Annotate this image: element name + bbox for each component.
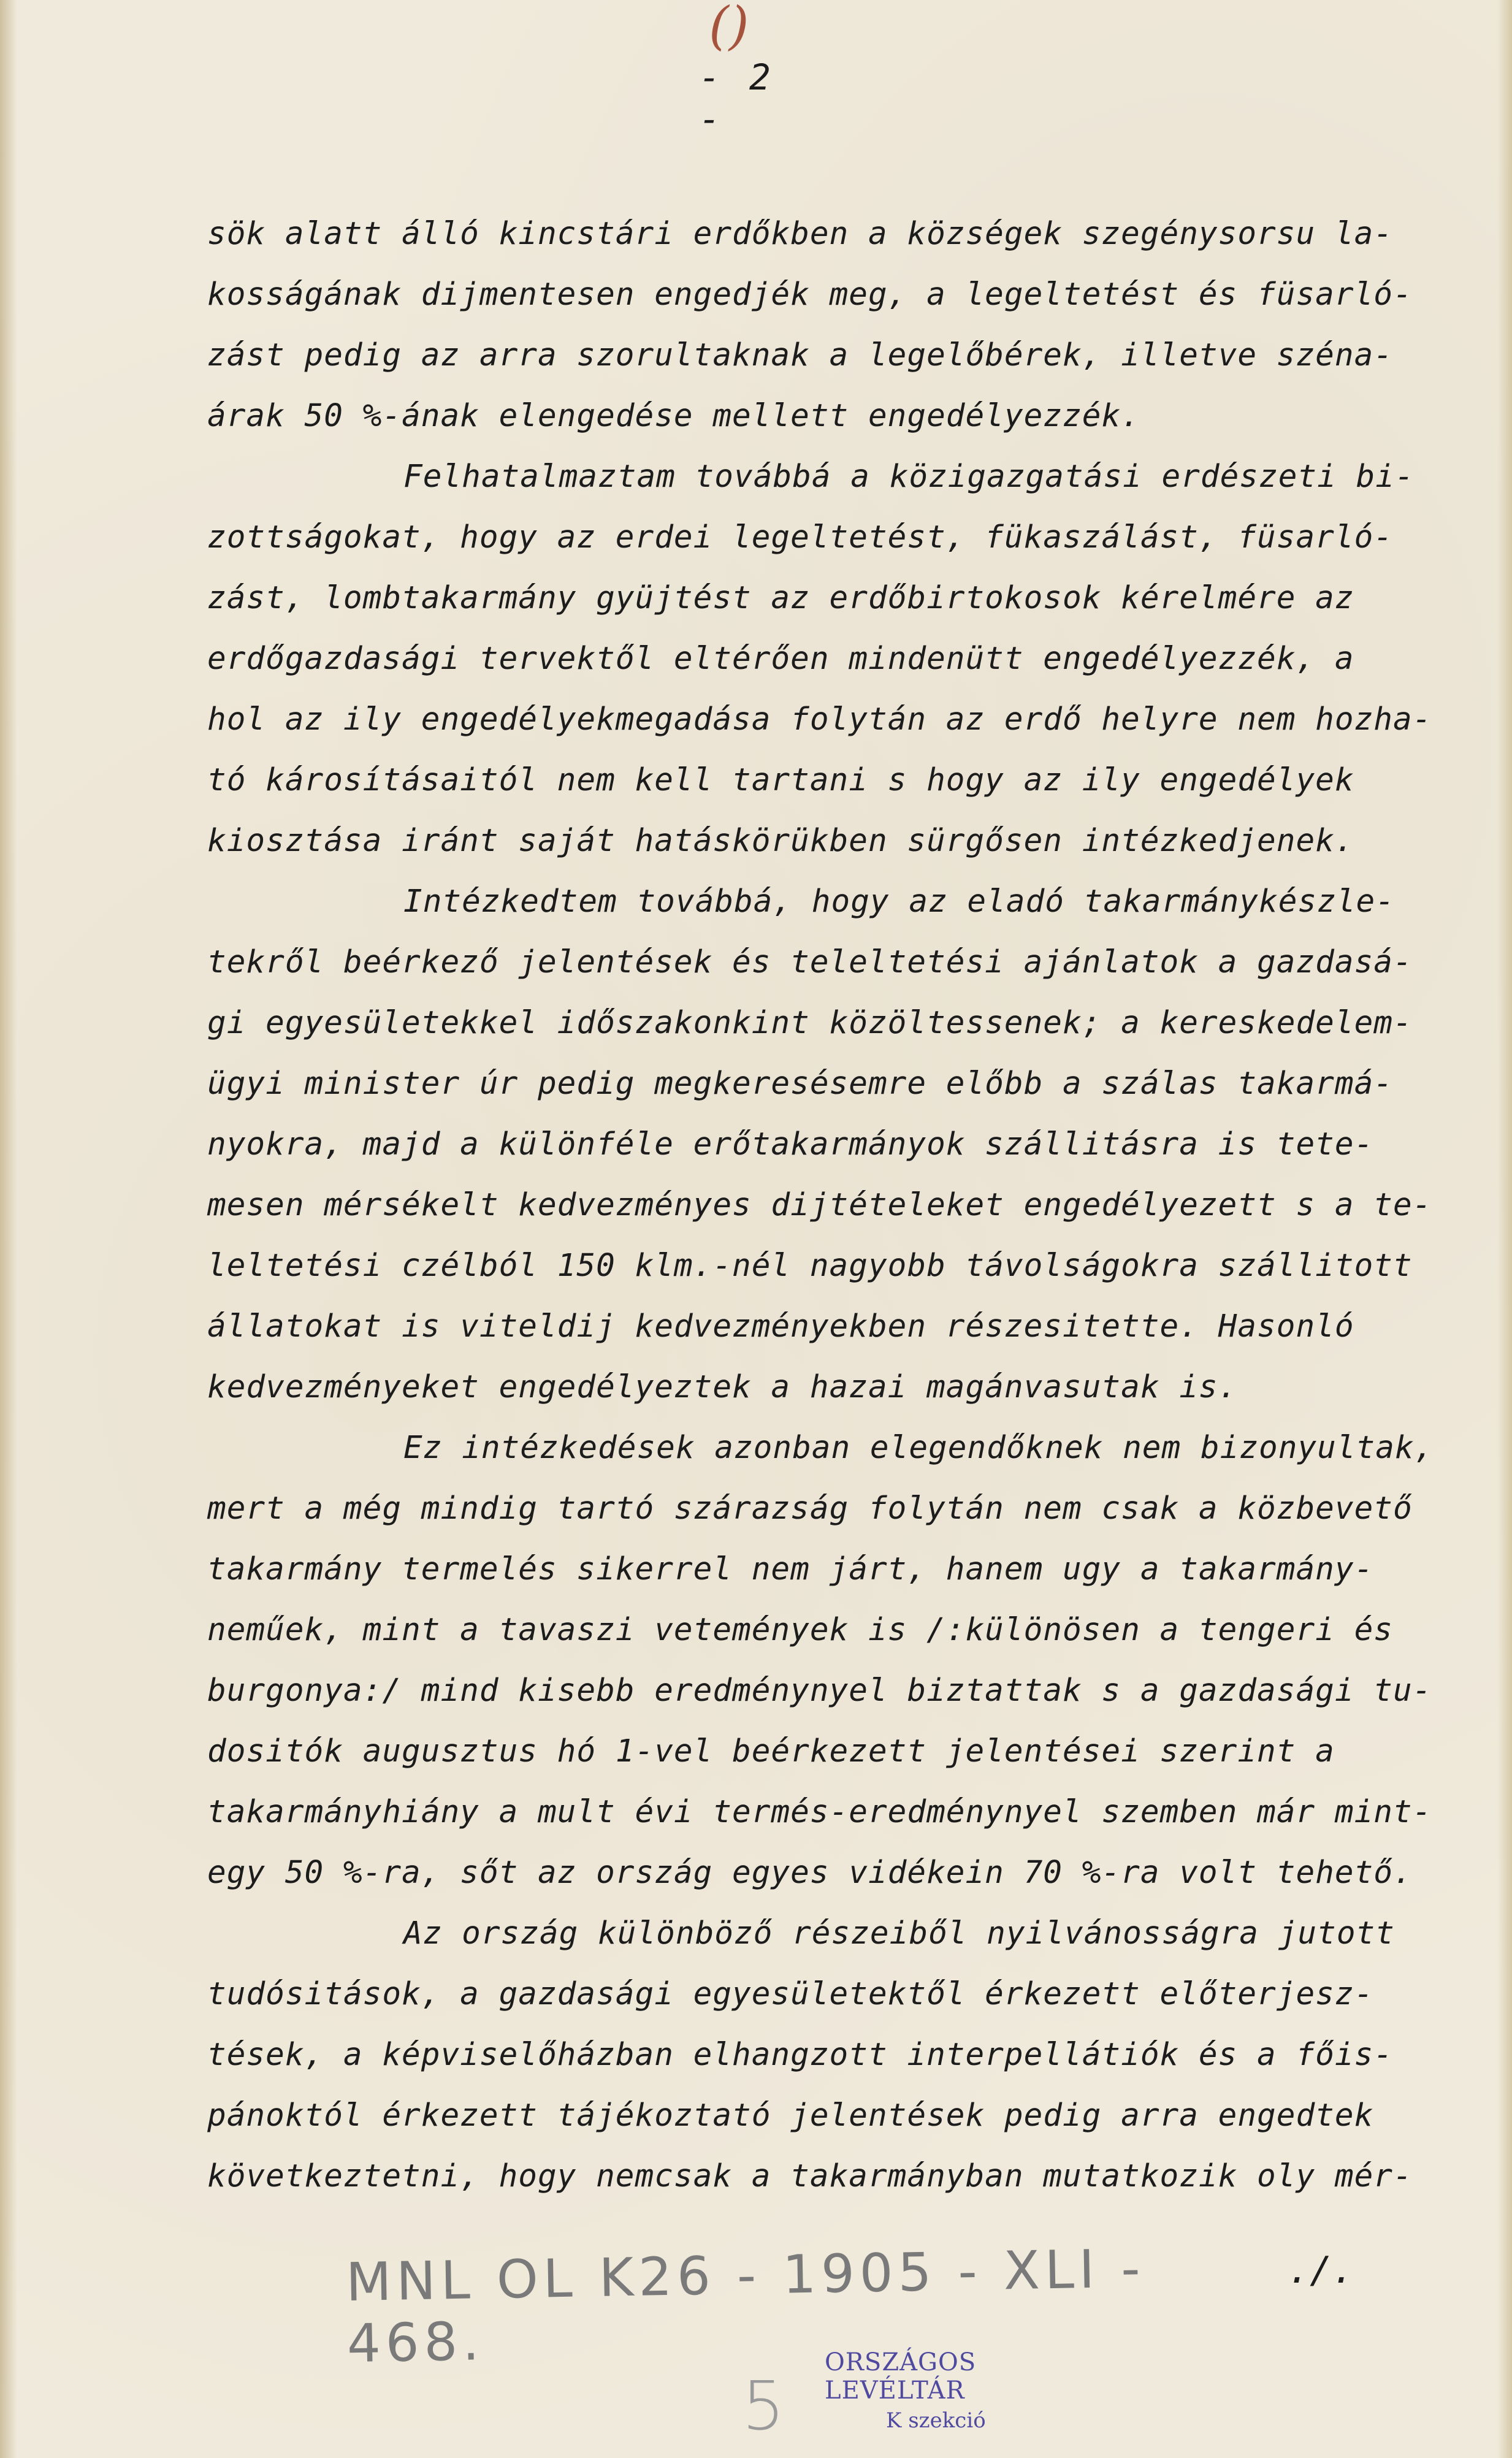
text-line: burgonya:/ mind kisebb eredménynyel biztattak s a gazdasági tu-: [207, 1673, 1432, 1709]
text-line: gi egyesületekkel időszakonkint közöltessenek; a kereskedelem-: [207, 1005, 1413, 1041]
text-line: tudósitások, a gazdasági egyesületektől érkezett előterjesz-: [207, 1976, 1374, 2012]
text-line: mert a még mindig tartó szárazság folytán nem csak a közbevető: [207, 1490, 1413, 1527]
text-line: zást, lombtakarmány gyüjtést az erdőbirtokosok kérelmére az: [207, 580, 1354, 616]
page-edge-left: [0, 0, 17, 2458]
text-line: tések, a képviselőházban elhangzott interpellátiók és a főis-: [207, 2037, 1393, 2073]
closing-mark: ./.: [1288, 2249, 1354, 2292]
archive-stamp: [825, 2348, 1082, 2434]
text-line: kosságának dijmentesen engedjék meg, a legeltetést és füsarló-: [207, 277, 1413, 313]
text-line: állatokat is viteldij kedvezményekben részesitette. Hasonló: [207, 1308, 1354, 1345]
stamp-title: ORSZÁGOS LEVÉLTÁR: [825, 2348, 977, 2405]
text-line: ügyi minister úr pedig megkeresésemre előbb a szálas takarmá-: [207, 1066, 1393, 1102]
text-line: takarmányhiány a mult évi termés-eredménynyel szemben már mint-: [207, 1794, 1432, 1830]
text-line: nyokra, majd a különféle erőtakarmányok szállitásra is tete-: [207, 1126, 1374, 1162]
text-line: zást pedig az arra szorultaknak a legelőbérek, illetve széna-: [207, 337, 1393, 373]
page-edge-right: [1497, 0, 1512, 2458]
stamp-section: K szekció: [886, 2408, 986, 2433]
text-line: Felhatalmaztam továbbá a közigazgatási erdészeti bi-: [403, 459, 1415, 495]
text-line: kiosztása iránt saját hatáskörükben sürgősen intézkedjenek.: [207, 823, 1354, 859]
folio-number: 5: [742, 2367, 785, 2445]
text-line: tó károsításaitól nem kell tartani s hogy az ily engedélyek: [207, 762, 1354, 798]
text-line: pánoktól érkezett tájékoztató jelentések pedig arra engedtek: [207, 2097, 1374, 2134]
text-line: következtetni, hogy nemcsak a takarmányban mutatkozik oly mér-: [207, 2158, 1413, 2194]
text-line: egy 50 %-ra, sőt az ország egyes vidékein 70 %-ra volt tehető.: [207, 1855, 1413, 1891]
typed-body-text: [207, 204, 1452, 2207]
text-line: dositók augusztus hó 1-vel beérkezett jelentései szerint a: [207, 1733, 1335, 1769]
text-line: tekről beérkező jelentések és teleltetési ajánlatok a gazdasá-: [207, 944, 1413, 980]
corner-pencil-mark: (): [709, 0, 749, 56]
text-line: hol az ily engedélyekmegadása folytán az erdő helyre nem hozha-: [207, 701, 1432, 738]
text-line: árak 50 %-ának elengedése mellett engedélyezzék.: [207, 398, 1140, 434]
text-line: Az ország különböző részeiből nyilvánosságra jutott: [403, 1915, 1395, 1952]
text-line: takarmány termelés sikerrel nem járt, hanem ugy a takarmány-: [207, 1551, 1374, 1587]
text-line: neműek, mint a tavaszi vetemények is /:különösen a tengeri és: [207, 1612, 1393, 1648]
text-line: leltetési czélból 150 klm.-nél nagyobb távolságokra szállitott: [207, 1248, 1413, 1284]
text-line: erdőgazdasági tervektől eltérően mindenütt engedélyezzék, a: [207, 641, 1354, 677]
text-line: Ez intézkedések azonban elegendőknek nem bizonyultak,: [403, 1430, 1434, 1466]
text-line: kedvezményeket engedélyeztek a hazai magánvasutak is.: [207, 1369, 1238, 1405]
text-line: Intézkedtem továbbá, hogy az eladó takarmánykészle-: [403, 884, 1395, 920]
text-line: zottságokat, hogy az erdei legeltetést, fükaszálást, füsarló-: [207, 519, 1393, 555]
text-line: mesen mérsékelt kedvezményes dijtételeket engedélyezett s a te-: [207, 1187, 1432, 1223]
text-line: sök alatt álló kincstári erdőkben a községek szegénysorsu la-: [207, 216, 1393, 252]
archive-reference: MNL OL K26 - 1905 - XLI - 468.: [345, 2238, 1146, 2375]
page-number: - 2 -: [699, 56, 774, 140]
